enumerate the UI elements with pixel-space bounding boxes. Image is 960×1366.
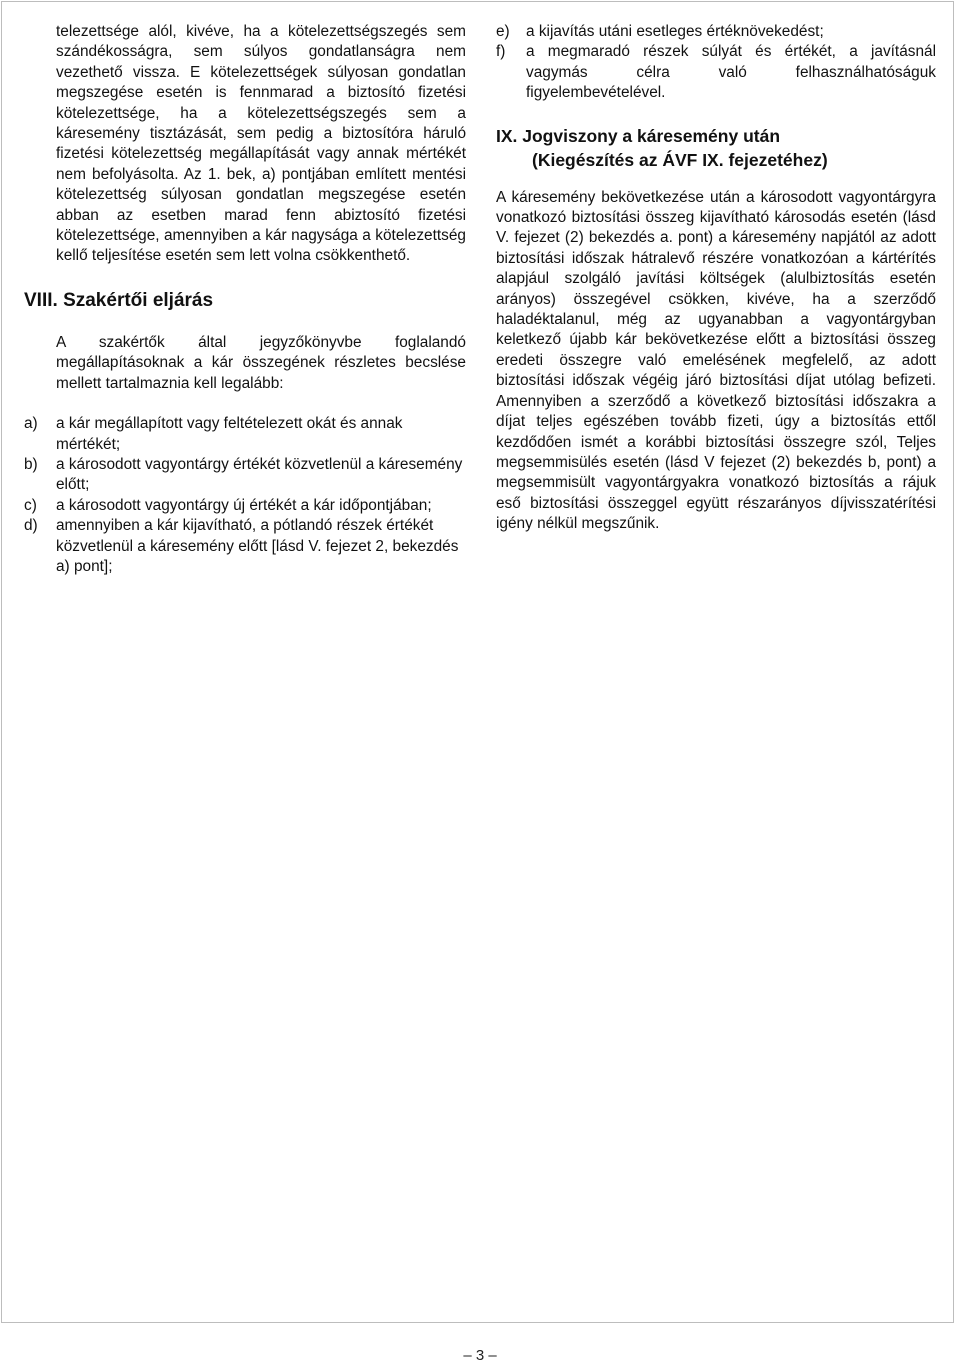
list-item-text: a kijavítás utáni esetleges értéknövekedést; — [526, 23, 824, 40]
list-item-text: a károsodott vagyontárgy értékét közvetlenül a káresemény előtt; — [56, 455, 463, 494]
list-item-text: a kár megállapított vagy feltételezett okát és annak mértékét; — [56, 415, 403, 453]
list-item — [24, 455, 466, 496]
list-item — [496, 22, 936, 42]
list-marker: f) — [496, 43, 506, 61]
page-number-text: – 3 – — [463, 1347, 497, 1364]
section-ix-paragraph: A káresemény bekövetkezése után a károsodott vagyontárgyra vonatkozó biztosítási összeg kijavítható károsodás esetén (lásd V. fejezet (2) bekezdés a. pont) a káresemény napjától az adott biztosítási időszak hátralevő részére vonatkozóan a kártérítés alapjául szolgáló javítási költségek (alulbiztosítás esetén arányos) összegével csökken, kivéve, ha a szerződő haladéktalanul, még az ugyanabban a vagyontárgyban keletkező újabb kár bekövetkezése előtt a biztosítási összeg eredeti összegre való emelésének megfelelő, az adott biztosítási időszak végéig járó biztosítási díjat utólag befizeti. Amennyiben a szerződő a következő biztosítási időszakra a díjat teljes egészében tovább fizeti, úgy a biztosítás ettől kezdődően ismét a korábbi biztosítási összegre szól, Teljes megsemmisülés esetén (lásd V fejezet (2) bekezdés b, pont) a megsemmisült vagyontárgyakra vonatkozó biztosítás a rájuk eső biztosítási összeggel együtt részarányos díjvisszatérítési igény nélkül megszűnik. — [496, 188, 936, 533]
list-marker: b) — [24, 455, 38, 473]
findings-list-continued — [496, 22, 936, 104]
list-marker: c) — [24, 496, 37, 514]
list-item — [496, 42, 936, 103]
list-marker: e) — [496, 23, 510, 40]
section-heading-ix-subtitle: (Kiegészítés az ÁVF IX. fejezetéhez) — [532, 149, 828, 170]
list-item-text: a károsodott vagyontárgy új értékét a kár időpontjában; — [56, 496, 432, 514]
list-item-text: a megmaradó részek súlyát és értékét, a javításnál vagymás célra való felhasználhatóságuk figyelembevételével. — [526, 43, 936, 102]
section-viii-intro: A szakértők által jegyzőkönyvbe foglalandó megállapításoknak a kár összegének részletes becslése mellett tartalmaznia kell legalább: — [56, 333, 466, 392]
page-number — [0, 1346, 960, 1366]
right-column — [496, 22, 936, 535]
list-item — [24, 496, 466, 516]
list-marker: d) — [24, 517, 38, 535]
list-item — [24, 414, 466, 455]
list-item — [24, 516, 466, 577]
section-heading-ix-title: IX. Jogviszony a káresemény után — [496, 125, 781, 146]
section-heading-viii: VIII. Szakértői eljárás — [24, 289, 214, 311]
continued-paragraph: telezettsége alól, kivéve, ha a kötelezettségszegés sem szándékosságra, sem súlyos gondatlanságra nem vezethető vissza. E kötelezettségek súlyosan gondatlan megszegése esetén is fennmarad a biztosító fizetési kötelezettsége, ha a kötelezettségszegés sem a káresemény tisztázását, sem pedig a biztosítóra háruló fizetési kötelezettség megállapítását vagy annak mértékét nem befolyásolta. Az 1. bek, a) pontjában említett mentési kötelezettség súlyosan gondatlan megszegése esetén abban az esetben marad fenn abiztosító fizetési kötelezettsége, amennyiben a kár nagysága a kötelezettség kellő teljesítése esetén sem lett volna csökkenthető. — [56, 23, 466, 265]
list-item-text: amennyiben a kár kijavítható, a pótlandó részek értékét közvetlenül a káresemény előtt [lásd V. fejezet 2, bekezdés a) pont]; — [56, 517, 459, 575]
left-column — [24, 22, 466, 577]
list-marker: a) — [24, 415, 38, 433]
findings-list — [24, 414, 466, 577]
section-heading-ix — [496, 124, 936, 172]
